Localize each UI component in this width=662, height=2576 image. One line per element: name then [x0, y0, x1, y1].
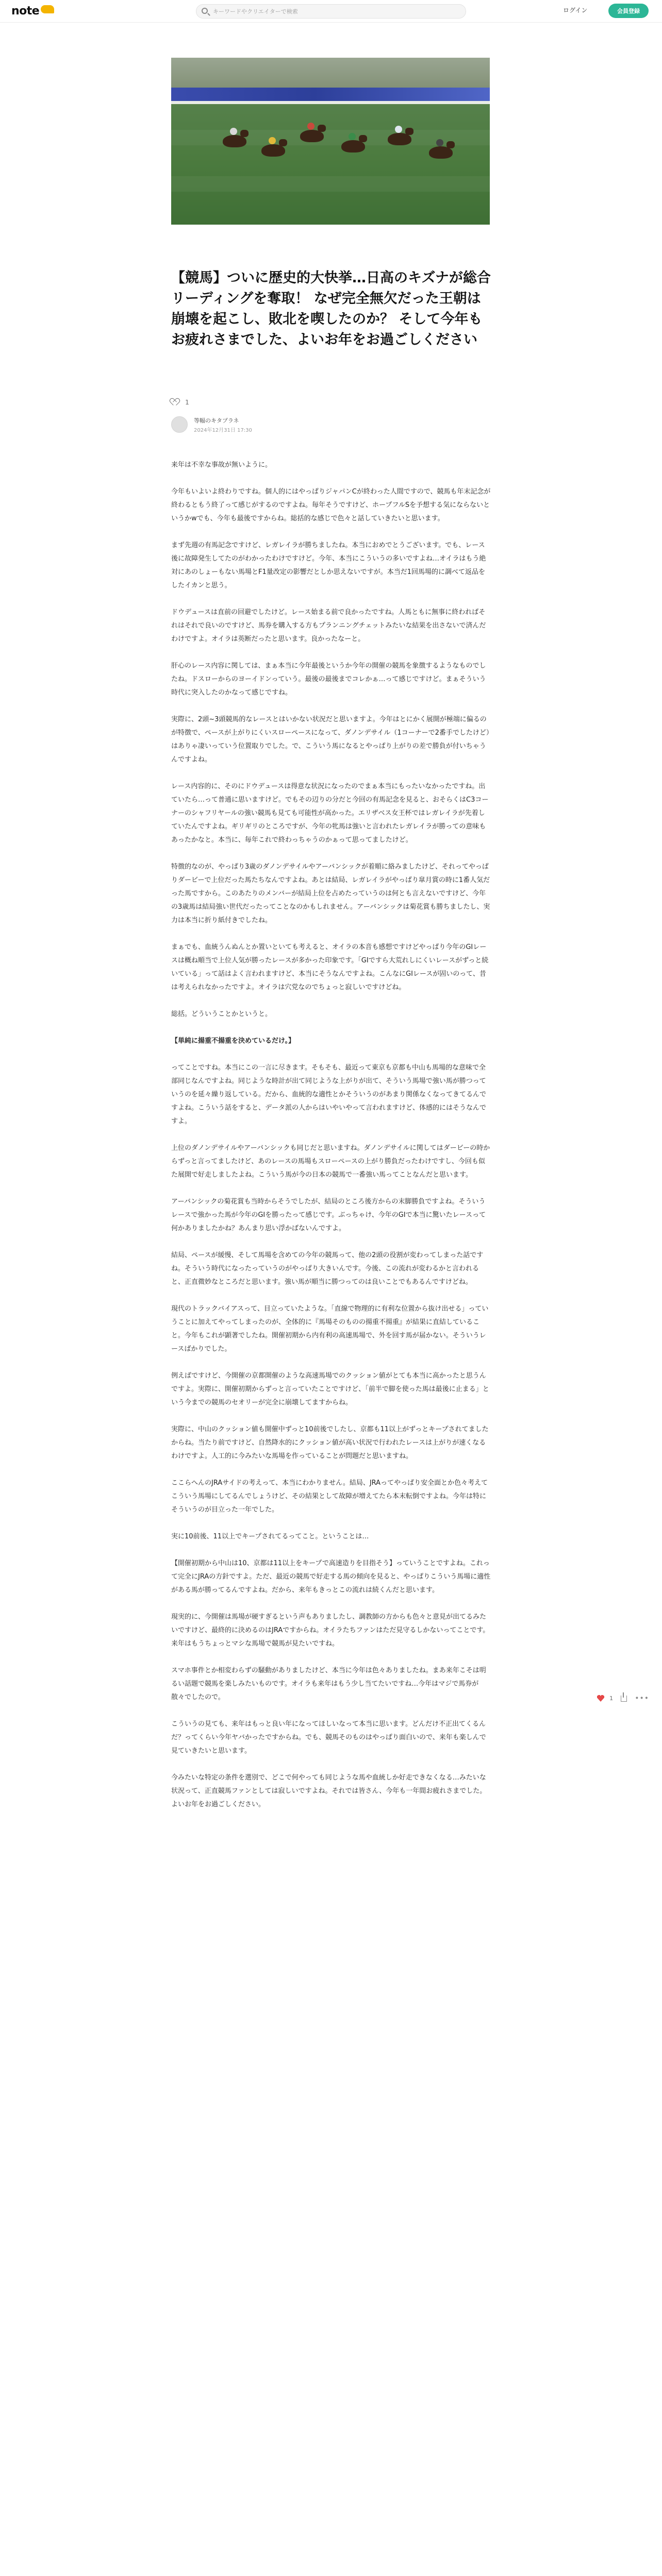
horse: [300, 130, 324, 142]
paragraph: ここらへんのJRAサイドの考えって、本当にわかりません。結局、JRAってやっぱり安全面とか色々考えてこういう馬場にしてるんでしょうけど、その結果として故障が増えてたら本末転倒ですよね。今年は特にそういうのが目立った一年でした。: [171, 1479, 488, 1514]
side-like-count: 1: [609, 1695, 614, 1702]
paragraph: まず先週の有馬記念ですけど、レガレイラが勝ちましたね。本当におめでとうございます。でも、レース後に故障発生してたのがわかったわけですけど。今年、本当にこういうの多いですよね…オイラはもう絶対にあのしょーもない馬場とF1量改定の影響だとしか思えないですが。本当だ1回馬場的に調べて返品をしたイカンと思う。: [171, 541, 486, 589]
turf-stripe: [171, 176, 490, 192]
paragraph: レース内容的に、そのにドウデュースは得意な状況になったのでまぁ本当にもったいなかったですね。出ていたら…って普通に思いますけど。でもその辺りの分だと今回の有馬記念を見ると、おそらくはC3コーナーのシャフリヤールの強い競馬も見ても可能性が高かった。エリザベス女王杯ではレガレイラが先着していたんですよね。ギリギリのところですが、今年の牝馬は強いと言われたレガレイラが勝っての意味もあったかなと。本当に、毎年これで終わっちゃうのかぁって思ってましたけど。: [171, 783, 489, 844]
login-link[interactable]: ログイン: [563, 7, 588, 14]
like-row: [171, 397, 189, 407]
paragraph: 実際に、中山のクッション値も開催中ずっと10前後でしたし、京都も11以上がずっとキープされてましたからね。当たり前ですけど、自然降水的にクッション値が高い状況で行われたレースは上がりが速くなるわけですよ。人工的に今みたいな馬場を作っていることが問題だと思いますね。: [171, 1426, 489, 1460]
like-count: 1: [185, 398, 189, 406]
paragraph: 来年は不幸な事故が無いように。: [171, 461, 272, 469]
paragraph: ドウデュースは直前の回避でしたけど。レース始まる前で良かったですね。人馬ともに無事に終わればそれはそれで良いのですけど、馬券を購入する方もプランニングチェットみたいな結果を出さないで済んだわけですよ。オイラは英断だったと思います。良かったなーと。: [171, 608, 486, 643]
paragraph: まぁでも、血統うんぬんとか置いといても考えると、オイラの本音も感想ですけどやっぱり今年のGIレースは概ね順当で上位人気が勝ったレースが多かった印象です。「GIですら大荒れしにくいレースがずっと続いている」って話はよく言われますけど、本当にそうなんですよね。こんなにGIレースが固いのって、昔は考えられなかったですよ。オイラは穴党なのでちょっと寂しいですけどね。: [171, 943, 489, 991]
author-info[interactable]: [171, 415, 377, 434]
author-name[interactable]: 等幅のキタプラネ: [194, 417, 239, 424]
paragraph: 総括。どういうことかというと。: [171, 1010, 272, 1018]
paragraph: スマホ事件とか相変わらずの騒動がありましたけど、本当に今年は色々ありましたね。まあ来年こそは明るい話題で競馬を楽しみたいものです。オイラも来年はもう少し当てたいですね…今年はマジで馬券が散々でしたので。: [171, 1667, 486, 1701]
horse: [223, 135, 246, 147]
paragraph: こういうの見ても、来年はもっと良い年になってほしいなって本当に思います。どんだけ不正出てくるんだ？ってくらい今年ヤバかったですからね。でも、競馬そのものはやっぱり面白いので、来年も楽しんで見ていきたいと思います。: [171, 1720, 486, 1755]
paragraph: 特徴的なのが、やっぱり3歳のダノンデサイルやアーバンシックが着順に絡みましたけど、それってやっぱりダービーで上位だった馬たちなんですよね。あとは結局、レガレイラがやっぱり皐月賞の時に1番人気だった馬ですから。このあたりのメンバーが結局上位を占めたっていうのは何とも言えないですけど、今年の3歳馬は結局強い世代だったってことなのかもしれません。アーバンシックは菊花賞も勝ちましたし、実力は本当に折り紙付きでしたね。: [171, 863, 490, 924]
paragraph: 今年もいよいよ終わりですね。個人的にはやっぱりジャパンCが終わった人間ですので、競馬も年末記念が終わるともう終了って感じがするのですよね。毎年そうですけど、ホープフルSを予想する気にならないというかwでも、今年も最後ですからね。総括的な感じで色々と話していきたいと思います。: [171, 488, 491, 522]
trackside-banner: [171, 88, 490, 101]
horse: [388, 133, 411, 145]
signup-button[interactable]: 会員登録: [608, 4, 649, 18]
paragraph: アーバンシックの菊花賞も当時からそうでしたが、結局のところ後方からの末脚勝負ですよね。そういうレースで強かった馬が今年のGIを勝ったって感じです。ぶっちゃけ、今年のGIで本当に驚いたレースって何かありましたかね？あんまり思い浮かばないんですよ。: [171, 1198, 486, 1232]
section-heading: 【単純に揚重不揚重を決めているだけ。】: [171, 1037, 295, 1045]
search-icon: [202, 8, 208, 14]
more-options-icon[interactable]: •••: [635, 1694, 650, 1703]
site-header: [0, 0, 662, 23]
paragraph: 今みたいな特定の条件を選別で、どこで何やっても同じような馬や血統しか好走できなくなる…みたいな状況って、正直競馬ファンとしては寂しいですよね。それでは皆さん、今年も一年間お疲れさまでした。よいお年をお過ごしください。: [171, 1774, 487, 1808]
post-date: 2024年12月31日 17:30: [194, 428, 252, 433]
avatar[interactable]: [171, 416, 188, 433]
horse: [341, 140, 365, 152]
paragraph: 実際に、2頭~3頭競馬的なレースとはいかない状況だと思いますよ。今年はとにかく展開が極端に偏るのが特徴で、ペースが上がりにくいスローペースになって、ダノンデサイル（1コーナーで2番手でしたけど）はありゃ凄いっていう位置取りでした。で、こういう馬になるとやっぱり上がりの差で勝負が付いちゃうんですよね。: [171, 716, 490, 764]
search-input[interactable]: [213, 7, 460, 16]
article-body: [171, 459, 491, 1825]
paragraph: 現代のトラックバイアスって、目立っていたような。「直線で物理的に有利な位置から抜け出せる」っていうことに加えてやってしまったのが、全体的に『馬場そのものの揚重不揚重』が結果に直結していること。今年もこれが顕著でしたね。開催初期から内有利の高速馬場で、外を回す馬が届かない。そういうレースばかりでした。: [171, 1305, 489, 1353]
paragraph: ってことですね。本当にこの一言に尽きます。そもそも、最近って東京も京都も中山も馬場的な意味で全部同じなんですよね。同じような時計が出て同じような上がりが出て、そういう馬場で強い馬が勝つっていうのを延々繰り返している。だから、血統的な適性とかそういうのがあまり関係なくなってきてるんですよね。こういう話をすると、データ派の人からはいやいやって言われますけど、体感的にはそうなんですよ。: [171, 1064, 487, 1125]
horse: [429, 146, 453, 159]
horse: [261, 144, 285, 157]
like-heart-icon[interactable]: [597, 1695, 604, 1702]
share-icon[interactable]: [621, 1696, 627, 1702]
note-logo[interactable]: [11, 5, 54, 18]
paragraph: 実に10前後、11以上でキープされてるってこと。ということは…: [171, 1533, 369, 1540]
paragraph: 結局、ペースが緩慢、そして馬場を含めての今年の競馬って、他の2頭の役割が変わってしまった話ですね。そういう時代になったっていうのがやっぱり大きいんです。今後、この流れが変わるかと言われると、正直微妙なところだと思います。強い馬が順当に勝つってのは良いことでもあるんですけどね。: [171, 1251, 484, 1286]
paragraph: 現実的に、今開催は馬場が硬すぎるという声もありましたし、調教師の方からも色々と意見が出てるみたいですけど、最終的に決めるのはJRAですからね。オイラたちファンはただ見守るしかないってことです。来年はもうちょっとマシな馬場で競馬が見たいですね。: [171, 1613, 490, 1648]
logo-badge-icon: [41, 5, 54, 13]
floating-actions: [597, 1693, 649, 1703]
paragraph: 【開催初期から中山は10、京都は11以上をキープで高速造りを目指そう】っていうことですよね。これって完全にJRAの方針ですよ。ただ、最近の競馬で好走する馬の傾向を見ると、やっぱりこういう馬場に適性がある馬が勝ってるんですよね。だから、来年もきっとこの流れは続くんだと思います。: [171, 1560, 491, 1594]
paragraph: 肝心のレース内容に関しては、まぁ本当に今年最後というか今年の開催の競馬を象徴するようなものでしたね。ドスローからのヨーイドンっていう。最後の最後までコレかぁ…って感じですけど。まぁそういう時代に突入したのかなって感じですね。: [171, 662, 486, 697]
track-rail: [171, 101, 490, 104]
paragraph: 例えばですけど、今開催の京都開催のような高速馬場でのクッション値がとても本当に高かったと思うんですよ。実際に、開催初期からずっと言っていたことですけど、「前半で脚を使った馬は最後に止まる」という今までの競馬のセオリーが完全に崩壊してますからね。: [171, 1372, 489, 1406]
logo-text: note: [11, 5, 40, 18]
search-bar[interactable]: [196, 4, 466, 19]
heart-icon[interactable]: [171, 399, 179, 406]
paragraph: 上位のダノンデサイルやアーバンシックも同じだと思いますね。ダノンデサイルに関してはダービーの時からずっと言ってましたけど、あのレースの馬場もスローペースの上がり勝負だったわけですし、今回も似た展開で好走しましたよね。こういう馬が今の日本の競馬で一番強い馬ってことなんだと思います。: [171, 1144, 490, 1179]
article-title: 【競馬】ついに歴史的大快挙…日高のキズナが総合リーディングを奪取！ なぜ完全無欠だった王朝は崩壊を起こし、敗北を喫したのか？ そして今年もお疲れさまでした、よいお年をお過ごしください: [171, 270, 491, 348]
article-hero-image: [171, 58, 490, 225]
